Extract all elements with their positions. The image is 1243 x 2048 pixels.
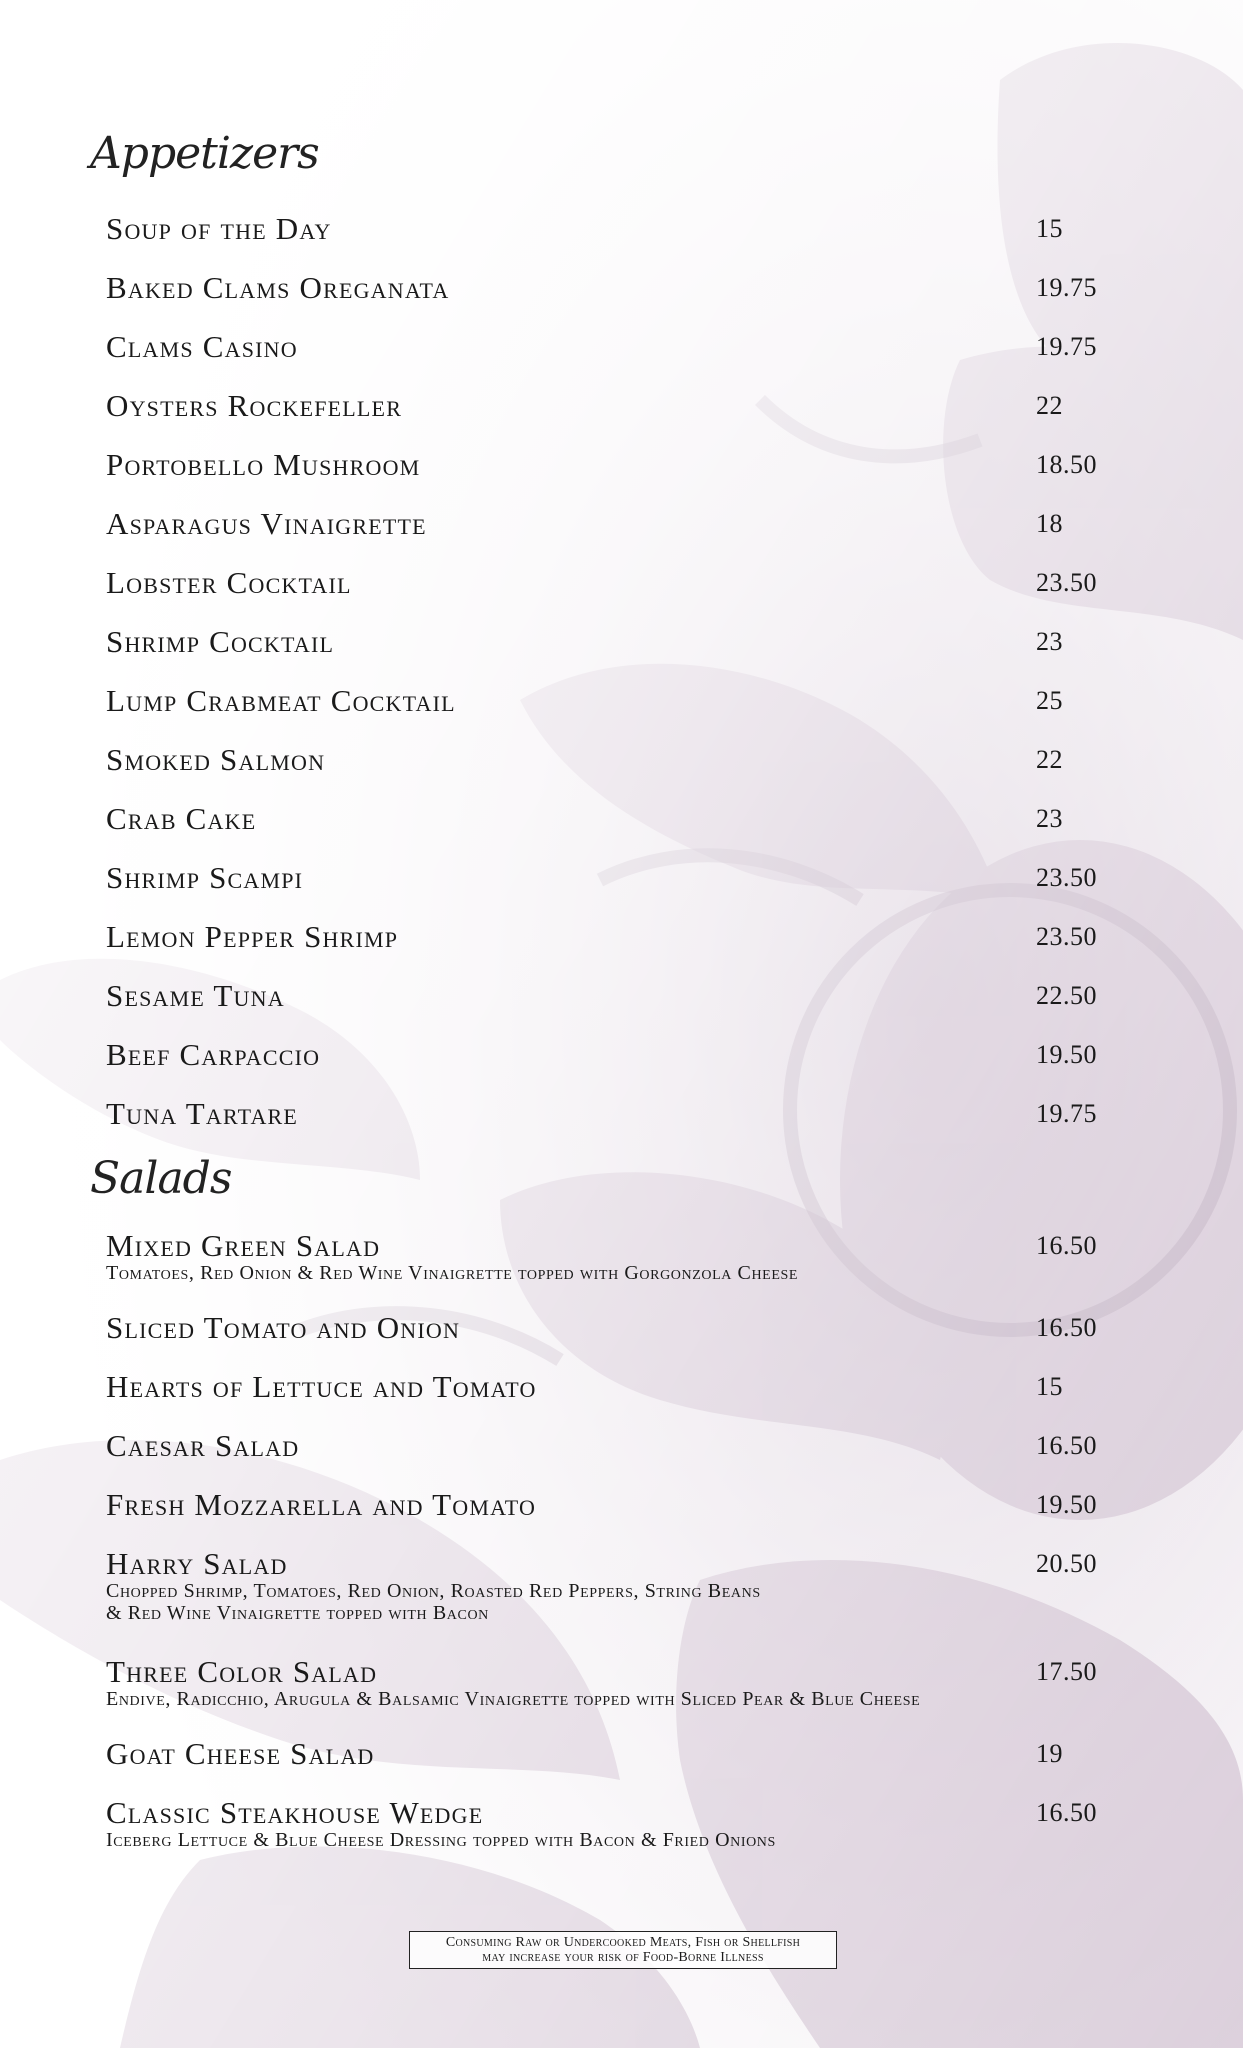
menu-item-description: Iceberg Lettuce & Blue Cheese Dressing topped with Bacon & Fried Onions [106,1829,776,1851]
menu-item-price: 16.50 [1036,1798,1097,1827]
menu-item-name: Asparagus Vinaigrette [106,506,427,541]
menu-item-name: Three Color Salad [106,1654,378,1689]
menu-item [106,566,1106,600]
menu-item-price: 22 [1036,745,1063,774]
food-safety-notice [409,1931,837,1969]
menu-item [106,1429,1106,1463]
menu-item [106,330,1106,364]
menu-item [106,271,1106,305]
menu-item [106,1655,1106,1711]
menu-item-price: 23 [1036,627,1063,656]
menu-item-price: 22 [1036,391,1063,420]
menu-item-name: Portobello Mushroom [106,447,421,482]
menu-item-description: Endive, Radicchio, Arugula & Balsamic Vinaigrette topped with Sliced Pear & Blue Cheese [106,1688,921,1710]
menu-item-name: Shrimp Scampi [106,860,304,895]
salads-title: Salads [90,1153,232,1204]
menu-item-name: Clams Casino [106,329,298,364]
menu-item-price: 23.50 [1036,863,1097,892]
menu-item-price: 19.50 [1036,1490,1097,1519]
menu-item-price: 15 [1036,214,1063,243]
menu-item [106,802,1106,836]
menu-item [106,861,1106,895]
menu-item-name: Oysters Rockefeller [106,388,403,423]
menu-item-price: 19 [1036,1739,1063,1768]
menu-item-name: Classic Steakhouse Wedge [106,1795,484,1830]
menu-item-price: 15 [1036,1372,1063,1401]
notice-line-1: Consuming Raw or Undercooked Meats, Fish or Shellfish [445,1935,801,1950]
menu-item [106,920,1106,954]
menu-item-name: Hearts of Lettuce and Tomato [106,1369,537,1404]
menu-item-description: Chopped Shrimp, Tomatoes, Red Onion, Roasted Red Peppers, String Beans [106,1580,761,1602]
menu-item-price: 20.50 [1036,1549,1097,1578]
menu-item-name: Sliced Tomato and Onion [106,1310,461,1345]
menu-item [106,507,1106,541]
menu-item-description: & Red Wine Vinaigrette topped with Bacon [106,1602,489,1624]
menu-item-name: Beef Carpaccio [106,1037,321,1072]
menu-item [106,389,1106,423]
notice-line-2: may increase your risk of Food-Borne Illness [482,1950,764,1965]
menu-item-price: 25 [1036,686,1063,715]
menu-item-name: Lump Crabmeat Cocktail [106,683,456,718]
menu-item-name: Crab Cake [106,801,257,836]
menu-item [106,979,1106,1013]
menu-item-name: Baked Clams Oreganata [106,270,450,305]
menu-item [106,684,1106,718]
menu-item [106,1488,1106,1522]
menu-item [106,1097,1106,1131]
menu-item-name: Fresh Mozzarella and Tomato [106,1487,537,1522]
menu-item-name: Caesar Salad [106,1428,300,1463]
menu-item-name: Goat Cheese Salad [106,1736,375,1771]
menu-item-price: 23.50 [1036,568,1097,597]
menu-item-price: 16.50 [1036,1231,1097,1260]
menu-item-price: 19.75 [1036,332,1097,361]
menu-item [106,1547,1106,1625]
menu-item-price: 23 [1036,804,1063,833]
menu-item-description: Tomatoes, Red Onion & Red Wine Vinaigrette topped with Gorgonzola Cheese [106,1262,799,1284]
menu-item-name: Lobster Cocktail [106,565,352,600]
menu-item [106,1737,1106,1771]
menu-item-name: Lemon Pepper Shrimp [106,919,399,954]
menu-item-price: 18 [1036,509,1063,538]
menu-item-name: Smoked Salmon [106,742,326,777]
menu-item-price: 19.75 [1036,273,1097,302]
menu-item-price: 19.50 [1036,1040,1097,1069]
menu-item-name: Shrimp Cocktail [106,624,335,659]
menu-item-name: Mixed Green Salad [106,1228,381,1263]
menu-item-price: 23.50 [1036,922,1097,951]
menu-item [106,1796,1106,1852]
menu-item [106,448,1106,482]
menu-item [106,625,1106,659]
menu-item-price: 16.50 [1036,1431,1097,1460]
appetizers-title: Appetizers [90,128,319,179]
menu-item [106,1229,1106,1285]
menu-item-price: 17.50 [1036,1657,1097,1686]
menu-item-name: Tuna Tartare [106,1096,299,1131]
menu-item-price: 19.75 [1036,1099,1097,1128]
menu-item-name: Harry Salad [106,1546,288,1581]
menu-item-price: 22.50 [1036,981,1097,1010]
menu-item [106,1311,1106,1345]
menu-item-name: Soup of the Day [106,211,332,246]
menu-item [106,212,1106,246]
menu-item-name: Sesame Tuna [106,978,285,1013]
menu-item-price: 18.50 [1036,450,1097,479]
menu-item [106,1370,1106,1404]
menu-item-price: 16.50 [1036,1313,1097,1342]
menu-item [106,743,1106,777]
menu-item [106,1038,1106,1072]
